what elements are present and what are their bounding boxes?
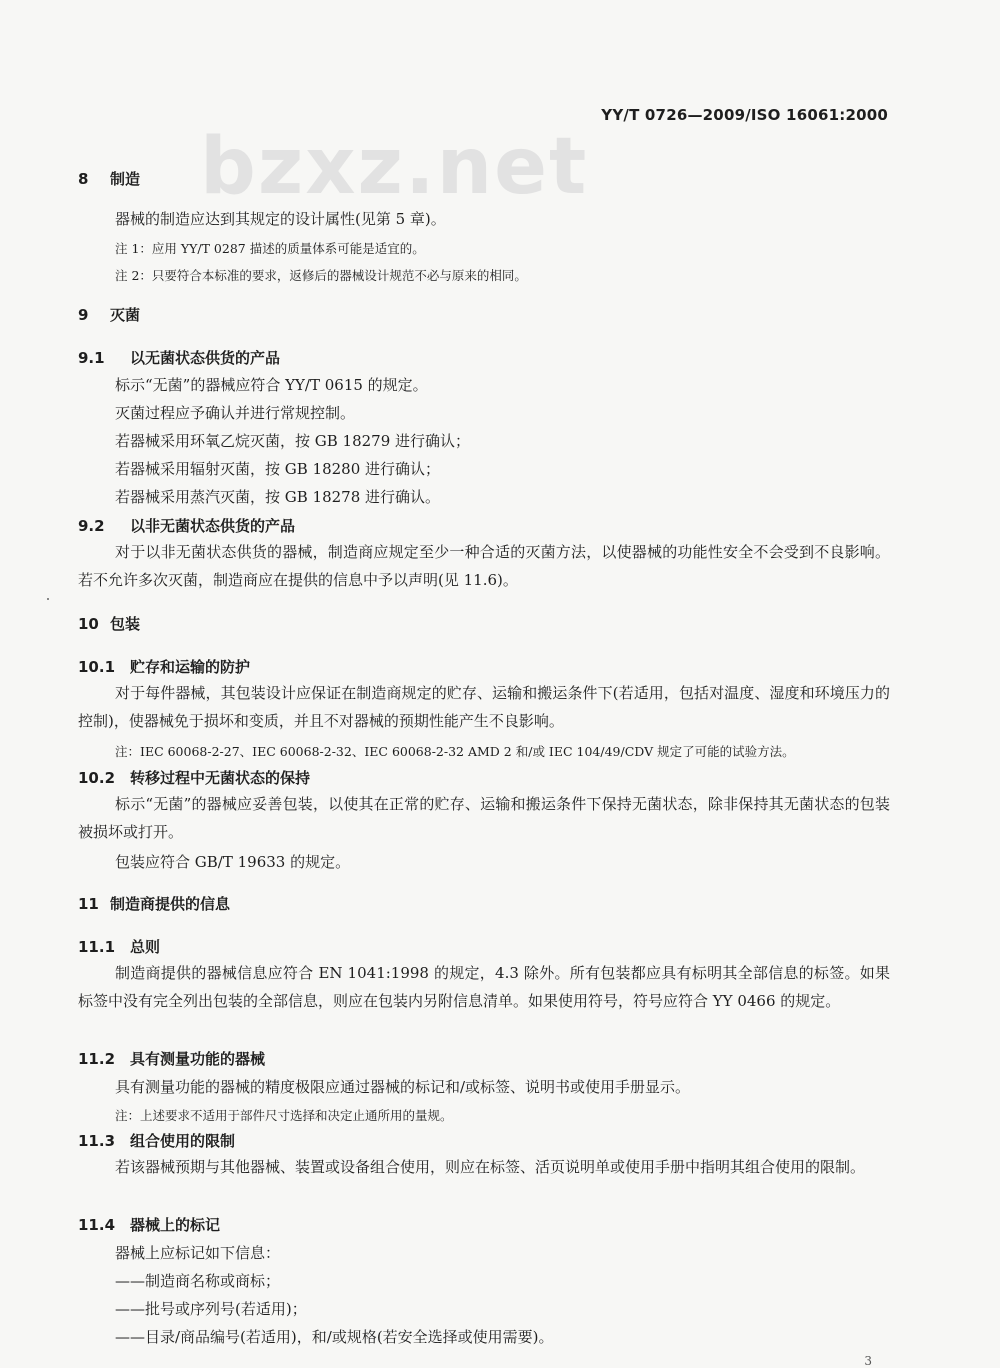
subsection-number: 11.4 — [78, 1216, 116, 1234]
section-title: 包装 — [110, 615, 141, 633]
subsection-title: 总则 — [130, 938, 161, 956]
document-code-header: YY/T 0726—2009/ISO 16061:2000 — [601, 106, 888, 124]
section-9-2-paragraph: 对于以非无菌状态供货的器械，制造商应规定至少一种合适的灭菌方法，以使器械的功能性安全不会受到不良影响。若不允许多次灭菌，制造商应在提供的信息中予以声明(见 11.6)。 — [78, 543, 890, 589]
section-8-heading — [78, 168, 140, 189]
subsection-title: 器械上的标记 — [130, 1216, 221, 1234]
section-9-heading — [78, 304, 140, 325]
subsection-number: 10.1 — [78, 658, 116, 676]
subsection-number: 10.2 — [78, 769, 116, 787]
section-10-heading — [78, 613, 140, 634]
subsection-number: 11.1 — [78, 938, 116, 956]
subsection-title: 组合使用的限制 — [130, 1132, 236, 1150]
section-11-1-paragraph: 制造商提供的器械信息应符合 EN 1041:1998 的规定，4.3 除外。所有包装都应具有标明其全部信息的标签。如果标签中没有完全列出包装的全部信息，则应在包装内另附信息清单。如果使用符号，符号应符合 YY 0466 的规定。 — [78, 964, 890, 1010]
section-9-1-line-5: 若器械采用蒸汽灭菌，按 GB 18278 进行确认。 — [115, 488, 441, 506]
section-number: 9 — [78, 306, 89, 324]
section-11-2-heading — [78, 1048, 265, 1069]
subsection-number: 11.2 — [78, 1050, 116, 1068]
subsection-number: 11.3 — [78, 1132, 116, 1150]
subsection-number: 9.2 — [78, 517, 105, 535]
section-title: 制造 — [110, 170, 141, 188]
section-11-2-note: 注：上述要求不适用于部件尺寸选择和决定止通所用的量规。 — [115, 1108, 453, 1123]
subsection-title: 贮存和运输的防护 — [130, 658, 251, 676]
subsection-title: 以非无菌状态供货的产品 — [130, 517, 296, 535]
scan-speck — [47, 598, 49, 600]
section-11-2-line: 具有测量功能的器械的精度极限应通过器械的标记和/或标签、说明书或使用手册显示。 — [115, 1078, 691, 1096]
section-9-2-heading — [78, 515, 295, 536]
section-11-3-paragraph: 若该器械预期与其他器械、装置或设备组合使用，则应在标签、活页说明单或使用手册中指明其组合使用的限制。 — [115, 1158, 866, 1176]
section-9-1-line-1: 标示“无菌”的器械应符合 YY/T 0615 的规定。 — [115, 376, 428, 394]
section-9-1-line-4: 若器械采用辐射灭菌，按 GB 18280 进行确认； — [115, 460, 441, 478]
list-item: ——批号或序列号(若适用)； — [115, 1300, 307, 1318]
subsection-title: 具有测量功能的器械 — [130, 1050, 266, 1068]
subsection-number: 9.1 — [78, 349, 105, 367]
section-title: 灭菌 — [110, 306, 141, 324]
section-10-1-heading — [78, 656, 250, 677]
section-number: 8 — [78, 170, 89, 188]
section-10-2-line: 包装应符合 GB/T 19633 的规定。 — [115, 853, 351, 871]
section-number: 11 — [78, 895, 99, 913]
section-10-2-paragraph: 标示“无菌”的器械应妥善包装，以使其在正常的贮存、运输和搬运条件下保持无菌状态，除非保持其无菌状态的包装被损坏或打开。 — [78, 795, 890, 841]
section-11-3-heading — [78, 1130, 235, 1151]
section-9-1-line-3: 若器械采用环氧乙烷灭菌，按 GB 18279 进行确认； — [115, 432, 471, 450]
section-9-1-line-2: 灭菌过程应予确认并进行常规控制。 — [115, 404, 356, 422]
subsection-title: 以无菌状态供货的产品 — [130, 349, 281, 367]
subsection-title: 转移过程中无菌状态的保持 — [130, 769, 311, 787]
watermark: bzxz.net — [200, 122, 589, 212]
section-11-4-heading — [78, 1214, 220, 1235]
section-8-paragraph: 器械的制造应达到其规定的设计属性(见第 5 章)。 — [115, 210, 446, 228]
section-8-note-1: 注 1：应用 YY/T 0287 描述的质量体系可能是适宜的。 — [115, 241, 425, 256]
section-10-1-note: 注：IEC 60068-2-27、IEC 60068-2-32、IEC 60068-2-32 AMD 2 和/或 IEC 104/49/CDV 规定了可能的试验方法。 — [115, 744, 795, 759]
page-number: 3 — [864, 1354, 872, 1368]
section-number: 10 — [78, 615, 99, 633]
section-11-1-heading — [78, 936, 160, 957]
section-10-1-paragraph: 对于每件器械，其包装设计应保证在制造商规定的贮存、运输和搬运条件下(若适用，包括对温度、湿度和环境压力的控制)，使器械免于损坏和变质，并且不对器械的预期性能产生不良影响。 — [78, 684, 890, 730]
section-8-note-2: 注 2：只要符合本标准的要求，返修后的器械设计规范不必与原来的相同。 — [115, 268, 527, 283]
list-item: ——目录/商品编号(若适用)，和/或规格(若安全选择或使用需要)。 — [115, 1328, 554, 1346]
section-10-2-heading — [78, 767, 310, 788]
section-title: 制造商提供的信息 — [110, 895, 231, 913]
section-9-1-heading — [78, 347, 280, 368]
list-item: ——制造商名称或商标； — [115, 1272, 281, 1290]
section-11-heading — [78, 893, 230, 914]
section-11-4-line: 器械上应标记如下信息： — [115, 1244, 281, 1262]
